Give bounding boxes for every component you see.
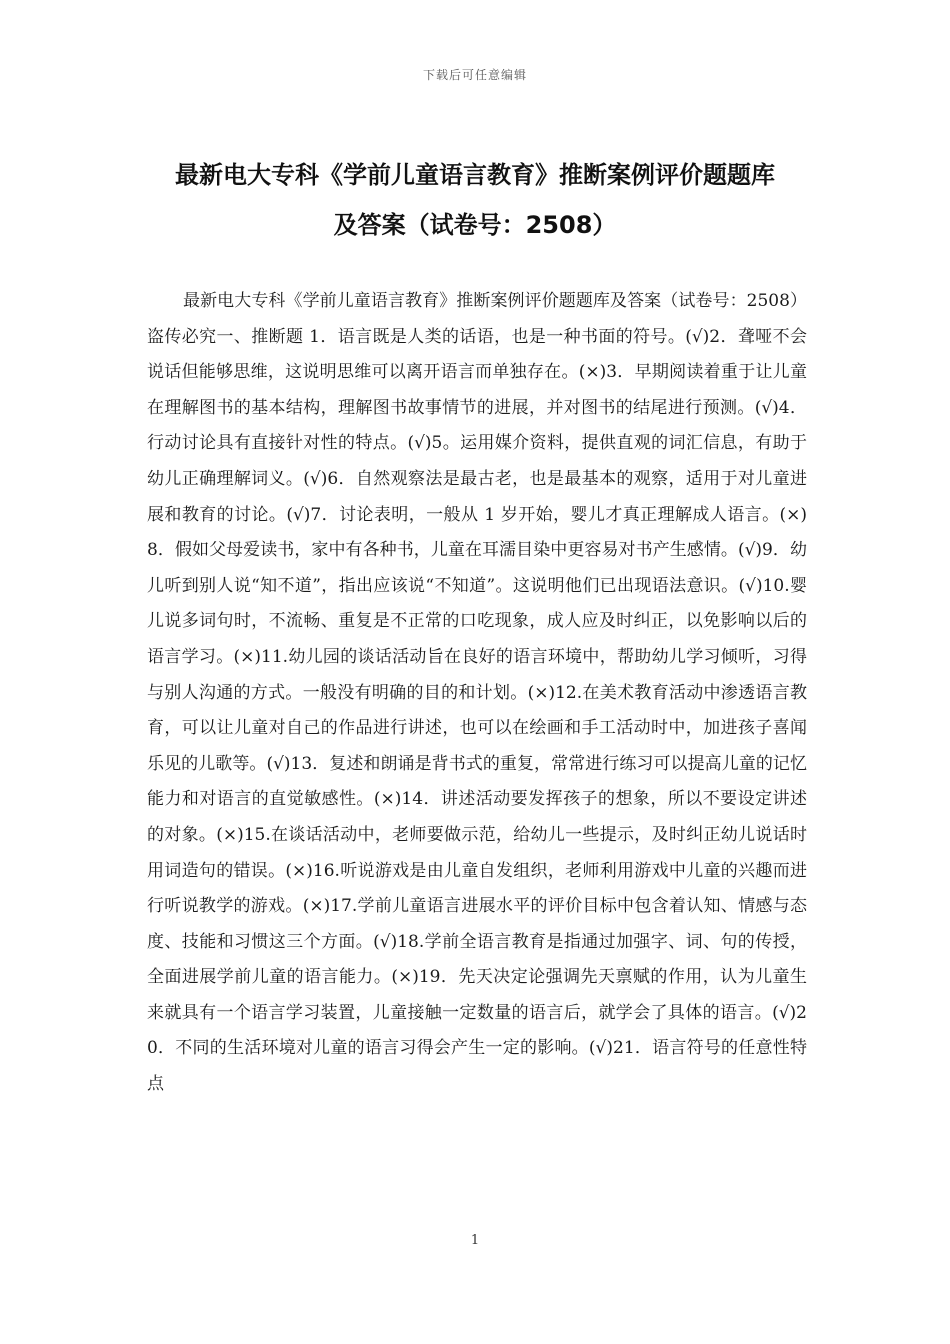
document-title-line-1: 最新电大专科《学前儿童语言教育》推断案例评价题题库	[175, 161, 775, 189]
page-header: 下载后可任意编辑	[422, 68, 527, 82]
document-title-line-2: 及答案（试卷号：2508）	[333, 211, 617, 239]
document-body: 最新电大专科《学前儿童语言教育》推断案例评价题题库及答案（试卷号：2508）盗传必究一、推断题 1．语言既是人类的话语，也是一种书面的符号。(√)2．聋哑不会说话但能够思维，这说明思维可以离开语言而单独存在。(×)3．早期阅读着重于让儿童在理解图书的基本结构，理解图书故事情节的进展，并对图书的结尾进行预测。(√)4．行动讨论具有直接针对性的特点。(√)5。运用媒介资料，提供直观的词汇信息，有助于幼儿正确理解词义。(√)6．自然观察法是最古老，也是最基本的观察，适用于对儿童进展和教育的讨论。(√)7．讨论表明，一般从 1 岁开始，婴儿才真正理解成人语言。(×)8．假如父母爱读书，家中有各种书，儿童在耳濡目染中更容易对书产生感情。(√)9．幼儿听到别人说“知不道”，指出应该说“不知道”。这说明他们已出现语法意识。(√)10.婴儿说多词句时，不流畅、重复是不正常的口吃现象，成人应及时纠正，以免影响以后的语言学习。(×)11.幼儿园的谈话活动旨在良好的语言环境中，帮助幼儿学习倾听，习得与别人沟通的方式。一般没有明确的目的和计划。(×)12.在美术教育活动中渗透语言教育，可以让儿童对自己的作品进行讲述，也可以在绘画和手工活动时中，加进孩子喜闻乐见的儿歌等。(√)13．复述和朗诵是背书式的重复，常常进行练习可以提高儿童的记忆能力和对语言的直觉敏感性。(×)14．讲述活动要发挥孩子的想象，所以不要设定讲述的对象。(×)15.在谈话活动中，老师要做示范，给幼儿一些提示，及时纠正幼儿说话时用词造句的错误。(×)16.听说游戏是由儿童自发组织，老师利用游戏中儿童的兴趣而进行听说教学的游戏。(×)17.学前儿童语言进展水平的评价目标中包含着认知、情感与态度、技能和习惯这三个方面。(√)18.学前全语言教育是指通过加强字、词、句的传授，全面进展学前儿童的语言能力。(×)19．先天决定论强调先天禀赋的作用，认为儿童生来就具有一个语言学习装置，儿童接触一定数量的语言后，就学会了具体的语言。(√)20．不同的生活环境对儿童的语言习得会产生一定的影响。(√)21．语言符号的任意性特点	[147, 291, 807, 1095]
page-number: 1	[470, 1233, 480, 1248]
document-title	[120, 150, 830, 250]
